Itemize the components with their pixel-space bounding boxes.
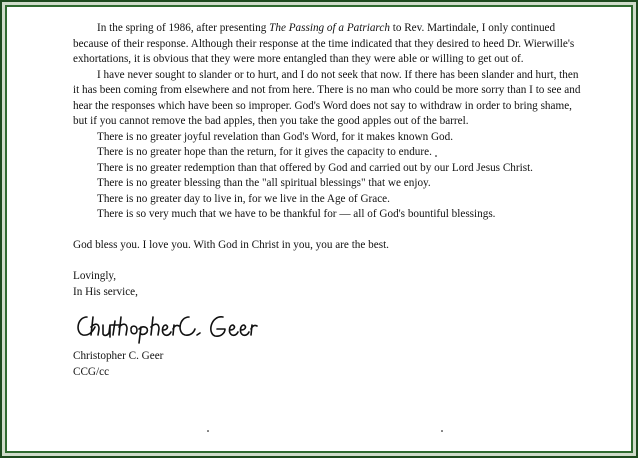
- statement-line: There is no greater day to live in, for we live in the Age of Grace.: [97, 192, 390, 205]
- closing-line: Lovingly,: [73, 270, 117, 282]
- letter-page: [5, 5, 633, 453]
- paragraph-1-line-2: because of their response. Although their response at the time indicated that they desired to heed Dr. Wierwille's: [73, 37, 575, 50]
- paragraph-2: [73, 68, 621, 130]
- statement-line: There is so very much that we have to be thankful for — all of God's bountiful blessings.: [97, 208, 496, 220]
- statement-list: [73, 130, 621, 223]
- reference-initials: CCG/cc: [73, 365, 110, 378]
- statement-line: There is no greater blessing than the "all spiritual blessings" that we enjoy.: [97, 177, 431, 189]
- closing-line: In His service,: [73, 285, 138, 298]
- paragraph-2-line-3: hear the responses which have been so improper. God's Word does not say to withdraw in order to bring shame,: [73, 99, 572, 112]
- paragraph-2-line-1: I have never sought to slander or to hurt, and I do not seek that now. If there has been slander and hurt, then: [97, 68, 579, 81]
- paragraph-2-line-4: but if you cannot remove the bad apples, then you take the good apples out of the barrel.: [73, 115, 469, 127]
- paragraph-1-line-3: exhortations, it is obvious that they were more entangled than they were able or willing to get out of.: [73, 53, 524, 65]
- handwritten-signature: [73, 303, 273, 347]
- book-title: The Passing of a Patriarch: [269, 22, 390, 34]
- statement-line: There is no greater redemption than that offered by God and carried out by our Lord Jesus Christ.: [97, 161, 533, 174]
- paragraph-2-line-2: it has been coming from elsewhere and not from here. There is no man who could be more sorry than I to see and: [73, 84, 581, 96]
- spacer: [73, 223, 621, 239]
- text-run: to Rev. Martindale, I only continued: [389, 22, 556, 34]
- spacer: [73, 254, 621, 270]
- paragraph-1: [73, 21, 621, 68]
- statement-line: There is no greater joyful revelation than God's Word, for it makes known God.: [97, 130, 454, 143]
- paragraph-1-line-1: [73, 21, 621, 37]
- signatory-name: Christopher C. Geer: [73, 350, 164, 362]
- statement-line: There is no greater hope than the return, for it gives the capacity to endure.: [97, 146, 432, 158]
- scan-speck: [441, 430, 443, 432]
- blessing-line: God bless you. I love you. With God in Christ in you, you are the best.: [73, 239, 389, 251]
- text-run: In the spring of 1986, after presenting: [97, 22, 270, 34]
- scan-speck: [207, 430, 209, 432]
- letter-body: [73, 21, 621, 380]
